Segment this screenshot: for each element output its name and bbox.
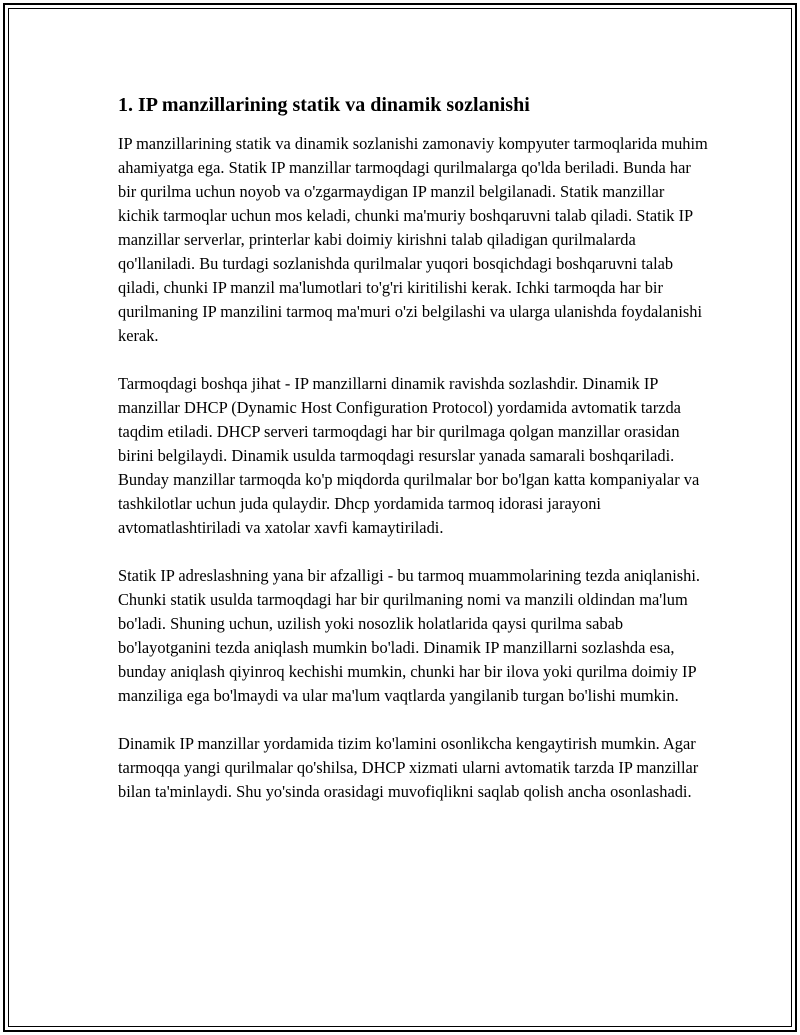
paragraph-scalability: Dinamik IP manzillar yordamida tizim ko'lamini osonlikcha kengaytirish mumkin. Agar tarmoqqa yangi qurilmalar qo'shilsa, DHCP xizmati ularni avtomatik tarzda IP manzillar bilan ta'minlaydi. Shu yo'sinda orasidagi muvofiqlikni saqlab qolish ancha osonlashadi.: [118, 734, 699, 801]
section-heading: 1. IP manzillarining statik va dinamik sozlanishi: [118, 94, 530, 116]
paragraph-dynamic-ip: Tarmoqdagi boshqa jihat - IP manzillarni dinamik ravishda sozlashdir. Dinamik IP manzillar DHCP (Dynamic Host Configuration Protocol) yordamida avtomatik tarzda taqdim etiladi. DHCP serveri tarmoqdagi har bir qurilmaga qolgan manzillar orasidan birini belgilaydi. Dinamik usulda tarmoqdagi resurslar yanada samarali boshqariladi. Bunday manzillar tarmoqda ko'p miqdorda qurilmalar bor bo'lgan katta kompaniyalar va tashkilotlar uchun juda qulaydir. Dhcp yordamida tarmoq idorasi jarayoni avtomatlashtiriladi va xatolar xavfi kamaytiriladi.: [118, 374, 700, 537]
paragraph-static-advantage: Statik IP adreslashning yana bir afzalligi - bu tarmoq muammolarining tezda aniqlanishi. Chunki statik usulda tarmoqdagi har bir qurilmaning nomi va manzili oldindan ma'lum bo'ladi. Shuning uchun, uzilish yoki nosozlik holatlarida qaysi qurilma sabab bo'layotganini tezda aniqlash mumkin bo'ladi. Dinamik IP manzillarni sozlashda esa, bunday aniqlash qiyinroq kechishi mumkin, chunki har bir ilova yoki qurilma doimiy IP manziliga ega bo'lmaydi va ular ma'lum vaqtlarda yangilanib turgan bo'lishi mumkin.: [118, 566, 701, 705]
paragraph-static-ip: IP manzillarining statik va dinamik sozlanishi zamonaviy kompyuter tarmoqlarida muhim ahamiyatga ega. Statik IP manzillar tarmoqdagi qurilmalarga qo'lda beriladi. Bunda har bir qurilma uchun noyob va o'zgarmaydigan IP manzil belgilanadi. Statik manzillar kichik tarmoqlar uchun mos keladi, chunki ma'muriy boshqaruvni talab qiladi. Statik IP manzillar serverlar, printerlar kabi doimiy kirishni talab qiladigan qurilmalarda qo'llaniladi. Bu turdagi sozlanishda qurilmalar yuqori bosqichdagi boshqaruvni talab qiladi, chunki IP manzil ma'lumotlari to'g'ri kiritilishi kerak. Ichki tarmoqda har bir qurilmaning IP manzilini tarmoq ma'muri o'zi belgilashi va ularga ulanishda foydalanishi kerak.: [118, 134, 708, 345]
document-body: [118, 90, 708, 828]
